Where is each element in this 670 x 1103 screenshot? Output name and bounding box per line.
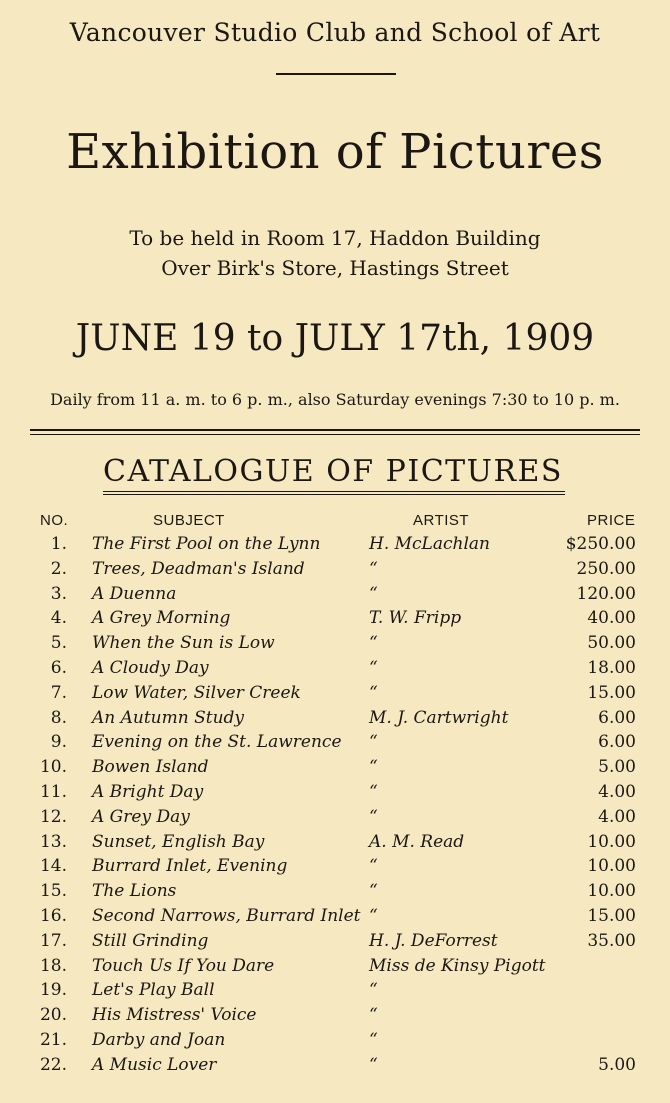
row-number: 2. bbox=[50, 558, 67, 579]
row-subject: Still Grinding bbox=[92, 930, 209, 951]
column-header-no: NO. bbox=[40, 512, 69, 529]
row-number: 19. bbox=[39, 980, 67, 1001]
row-artist: “ bbox=[369, 856, 378, 877]
table-row bbox=[0, 831, 670, 856]
table-row bbox=[0, 583, 670, 608]
row-artist: “ bbox=[369, 1005, 378, 1026]
table-row bbox=[0, 905, 670, 930]
row-artist: “ bbox=[369, 633, 378, 654]
row-number: 7. bbox=[50, 682, 67, 703]
row-number: 12. bbox=[39, 806, 67, 827]
table-row bbox=[0, 880, 670, 905]
row-subject: A Grey Day bbox=[92, 806, 190, 827]
row-number: 6. bbox=[50, 657, 67, 678]
row-subject: Low Water, Silver Creek bbox=[92, 682, 301, 703]
row-number: 14. bbox=[39, 856, 67, 877]
row-subject: Trees, Deadman's Island bbox=[92, 558, 305, 579]
table-row bbox=[0, 1054, 670, 1079]
row-price: 250.00 bbox=[576, 558, 636, 579]
table-row bbox=[0, 979, 670, 1004]
table-row bbox=[0, 682, 670, 707]
table-row bbox=[0, 955, 670, 980]
row-subject: The Lions bbox=[92, 881, 177, 902]
row-artist: “ bbox=[369, 732, 378, 753]
row-subject: A Cloudy Day bbox=[92, 657, 209, 678]
row-price: 4.00 bbox=[598, 781, 636, 802]
column-header-subject: SUBJECT bbox=[153, 512, 225, 529]
row-subject: A Duenna bbox=[92, 583, 177, 604]
table-row bbox=[0, 806, 670, 831]
row-subject: Sunset, English Bay bbox=[92, 831, 265, 852]
table-row bbox=[0, 781, 670, 806]
row-number: 5. bbox=[50, 633, 67, 654]
row-artist: “ bbox=[369, 905, 378, 926]
row-subject: His Mistress' Voice bbox=[92, 1005, 257, 1026]
table-row bbox=[0, 707, 670, 732]
row-subject: The First Pool on the Lynn bbox=[92, 534, 321, 554]
row-subject: Touch Us If You Dare bbox=[92, 955, 275, 976]
exhibition-dates: JUNE 19 to JULY 17th, 1909 bbox=[75, 318, 595, 359]
row-artist: “ bbox=[369, 1029, 378, 1050]
column-header-price: PRICE bbox=[587, 512, 636, 529]
row-artist: M. J. Cartwright bbox=[369, 707, 509, 728]
row-price: 5.00 bbox=[598, 1054, 636, 1075]
row-price: 4.00 bbox=[598, 806, 636, 827]
row-artist: “ bbox=[369, 657, 378, 678]
table-row bbox=[0, 632, 670, 657]
row-subject: Let's Play Ball bbox=[92, 980, 215, 1001]
row-price: 6.00 bbox=[598, 707, 636, 728]
row-price: 50.00 bbox=[587, 633, 636, 654]
row-artist: “ bbox=[369, 558, 378, 579]
row-artist: H. McLachlan bbox=[369, 534, 490, 554]
row-artist: “ bbox=[369, 781, 378, 802]
row-number: 15. bbox=[39, 881, 67, 902]
row-artist: A. M. Read bbox=[369, 831, 465, 852]
row-subject: A Music Lover bbox=[92, 1054, 217, 1075]
row-number: 17. bbox=[39, 930, 67, 951]
table-row bbox=[0, 731, 670, 756]
club-name: Vancouver Studio Club and School of Art bbox=[69, 18, 601, 47]
row-price: 18.00 bbox=[587, 657, 636, 678]
row-artist: T. W. Fripp bbox=[369, 608, 462, 629]
row-subject: When the Sun is Low bbox=[92, 633, 275, 654]
row-price: 120.00 bbox=[576, 583, 636, 604]
row-subject: An Autumn Study bbox=[92, 707, 245, 728]
row-price: 15.00 bbox=[587, 682, 636, 703]
row-price: 40.00 bbox=[587, 608, 636, 629]
row-number: 13. bbox=[39, 831, 67, 852]
table-row bbox=[0, 1029, 670, 1054]
catalogue-title-underline bbox=[103, 491, 565, 495]
row-artist: “ bbox=[369, 881, 378, 902]
venue-line-2: Over Birk's Store, Hastings Street bbox=[161, 256, 509, 280]
row-number: 21. bbox=[39, 1029, 67, 1050]
row-number: 11. bbox=[39, 781, 67, 802]
row-subject: Burrard Inlet, Evening bbox=[92, 856, 288, 877]
row-artist: “ bbox=[369, 1054, 378, 1075]
row-price: 10.00 bbox=[587, 881, 636, 902]
row-price: $250.00 bbox=[565, 534, 636, 554]
short-divider bbox=[276, 73, 396, 75]
row-artist: Miss de Kinsy Pigott bbox=[369, 955, 546, 976]
row-number: 10. bbox=[39, 757, 67, 778]
catalogue-table bbox=[0, 533, 670, 1079]
row-number: 3. bbox=[50, 583, 67, 604]
row-number: 22. bbox=[39, 1054, 67, 1075]
table-row bbox=[0, 930, 670, 955]
row-subject: Bowen Island bbox=[92, 757, 209, 778]
row-subject: Darby and Joan bbox=[92, 1029, 226, 1050]
row-number: 8. bbox=[50, 707, 67, 728]
row-price: 35.00 bbox=[587, 930, 636, 951]
row-subject: A Bright Day bbox=[92, 781, 204, 802]
row-artist: “ bbox=[369, 757, 378, 778]
table-row bbox=[0, 607, 670, 632]
row-subject: A Grey Morning bbox=[92, 608, 231, 629]
row-subject: Evening on the St. Lawrence bbox=[92, 732, 342, 753]
row-price: 6.00 bbox=[598, 732, 636, 753]
row-price: 10.00 bbox=[587, 856, 636, 877]
row-subject: Second Narrows, Burrard Inlet bbox=[92, 905, 361, 926]
row-artist: “ bbox=[369, 682, 378, 703]
catalogue-title: CATALOGUE OF PICTURES bbox=[103, 454, 563, 489]
row-artist: “ bbox=[369, 583, 378, 604]
row-artist: H. J. DeForrest bbox=[369, 930, 498, 951]
row-number: 20. bbox=[39, 1005, 67, 1026]
row-price: 10.00 bbox=[587, 831, 636, 852]
column-header-artist: ARTIST bbox=[413, 512, 470, 529]
table-row bbox=[0, 657, 670, 682]
table-row bbox=[0, 558, 670, 583]
row-number: 16. bbox=[39, 905, 67, 926]
row-number: 4. bbox=[50, 608, 67, 629]
row-number: 9. bbox=[50, 732, 67, 753]
row-number: 18. bbox=[39, 955, 67, 976]
page-title: Exhibition of Pictures bbox=[66, 124, 604, 180]
row-number: 1. bbox=[50, 534, 67, 554]
venue-line-1: To be held in Room 17, Haddon Building bbox=[129, 226, 541, 250]
row-price: 5.00 bbox=[598, 757, 636, 778]
row-price: 15.00 bbox=[587, 905, 636, 926]
table-row bbox=[0, 756, 670, 781]
opening-hours: Daily from 11 a. m. to 6 p. m., also Saturday evenings 7:30 to 10 p. m. bbox=[50, 390, 620, 409]
row-artist: “ bbox=[369, 980, 378, 1001]
row-artist: “ bbox=[369, 806, 378, 827]
table-row bbox=[0, 855, 670, 880]
table-row bbox=[0, 1004, 670, 1029]
table-row bbox=[0, 533, 670, 558]
double-divider bbox=[30, 429, 640, 435]
